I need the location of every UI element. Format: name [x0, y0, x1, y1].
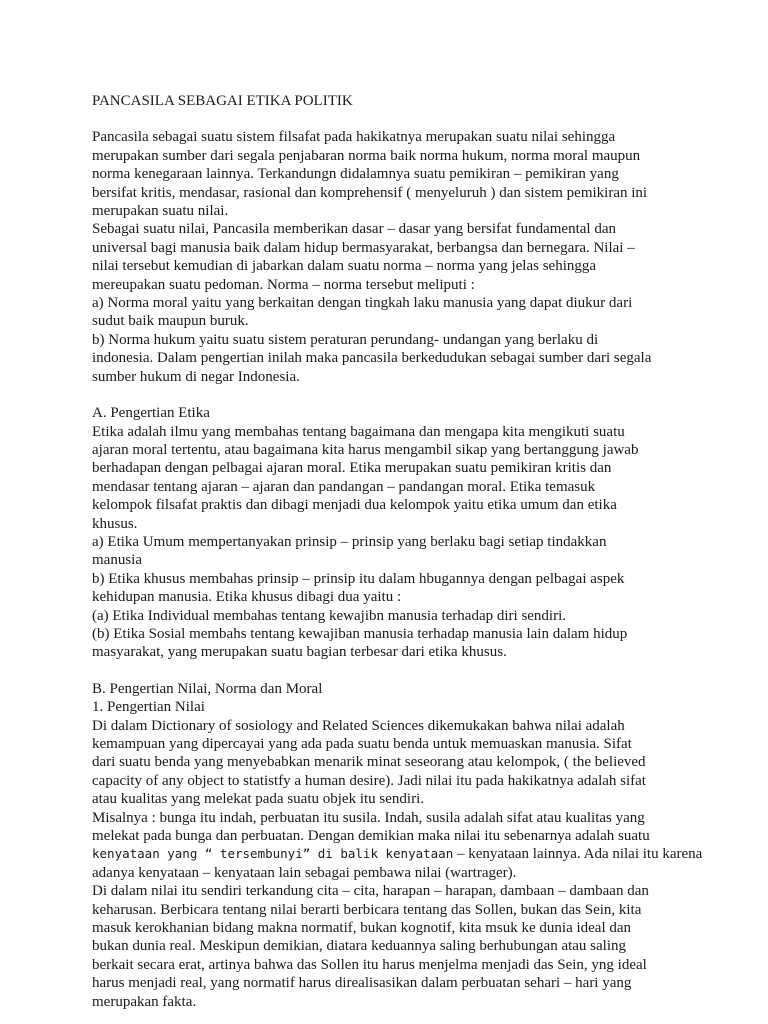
- text-line: bersifat kritis, mendasar, rasional dan komprehensif ( menyeluruh ) dan sistem pemikiran ini: [92, 184, 648, 201]
- document-body: [92, 92, 703, 1011]
- document-title: PANCASILA SEBAGAI ETIKA POLITIK: [92, 93, 353, 109]
- text-line: Misalnya : bunga itu indah, perbuatan itu susila. Indah, susila adalah sifat atau kualitas yang: [92, 809, 645, 826]
- section-b-part-2: [92, 864, 692, 1011]
- text-line: a) Norma moral yaitu yang berkaitan dengan tingkah laku manusia yang dapat diukur dari: [92, 295, 633, 312]
- text-line: b) Norma hukum yaitu suatu sistem peraturan perundang- undangan yang berlaku di: [92, 331, 599, 348]
- text-line: b) Etika khusus membahas prinsip – prinsip itu dalam hbugannya dengan pelbagai aspek: [92, 570, 625, 587]
- text-line: 1. Pengertian Nilai: [92, 699, 205, 716]
- text-line: masuk kerokhanian bidang makna normatif, bukan kognotif, kita msuk ke dunia ideal dan: [92, 920, 632, 937]
- text-line: Di dalam nilai itu sendiri terkandung cita – cita, harapan – harapan, dambaan – dambaan dan: [92, 883, 649, 900]
- text-line: dari suatu benda yang menyebabkan menarik minat seseorang atau kelompok, ( the believed: [92, 754, 646, 771]
- section-b-part-1: [92, 680, 692, 846]
- text-line: (a) Etika Individual membahas tentang kewajibn manusia terhadap diri sendiri.: [92, 607, 567, 624]
- text-line: Di dalam Dictionary of sosiology and Related Sciences dikemukakan bahwa nilai adalah: [92, 717, 625, 734]
- text-line: merupakan sumber dari segala penjabaran norma baik norma hukum, norma moral maupun: [92, 147, 641, 164]
- text-line: universal bagi manusia baik dalam hidup bermasyarakat, berbangsa dan bernegara. Nilai –: [92, 239, 635, 256]
- text-line: merupakan suatu nilai.: [92, 203, 229, 220]
- handwritten-style-text: kenyataan yang “ tersembunyi” di balik kenyataan: [92, 846, 454, 862]
- text-line: norma kenegaraan lainnya. Terkandungn didalamnya suatu pemikiran – pemikiran yang: [92, 166, 619, 183]
- normal-text: – kenyataan lainnya. Ada nilai itu karena: [453, 846, 703, 863]
- text-line: masyarakat, yang merupakan suatu bagian terbesar dari etika khusus.: [92, 644, 507, 661]
- text-line: adanya kenyataan – kenyataan lain sebagai pembawa nilai (wartrager).: [92, 864, 517, 881]
- text-line: mendasar tentang ajaran – ajaran dan pandangan – pandangan moral. Etika temasuk: [92, 478, 596, 495]
- text-line: sumber hukum di negar Indonesia.: [92, 368, 300, 385]
- text-line: a) Etika Umum mempertanyakan prinsip – prinsip yang berlaku bagi setiap tindakkan: [92, 533, 607, 550]
- text-line: mereupakan suatu pedoman. Norma – norma tersebut meliputi :: [92, 276, 475, 293]
- text-line: B. Pengertian Nilai, Norma dan Moral: [92, 680, 323, 697]
- text-line: bukan dunia real. Meskipun demikian, diatara keduannya saling berhubungan atau saling: [92, 938, 627, 955]
- text-line: (b) Etika Sosial membahs tentang kewajiban manusia terhadap manusia lain dalam hidup: [92, 625, 628, 642]
- text-line: ajaran moral tertentu, atau bagaimana kita harus mengambil sikap yang bertanggung jawab: [92, 441, 639, 458]
- text-line: manusia: [92, 552, 142, 569]
- mixed-font-line: [92, 845, 703, 863]
- paragraph-gap: [92, 662, 692, 680]
- intro-paragraph: [92, 128, 692, 386]
- section-a: [92, 404, 692, 662]
- text-line: nilai tersebut kemudian di jabarkan dalam suatu norma – norma yang jelas sehingga: [92, 258, 597, 275]
- text-line: berhadapan dengan pelbagai ajaran moral. Etika merupakan suatu pemikiran kritis dan: [92, 460, 612, 477]
- text-line: capacity of any object to statistfy a human desire). Jadi nilai itu pada hakikatnya adalah sifat: [92, 772, 646, 789]
- text-line: A. Pengertian Etika: [92, 405, 210, 422]
- text-line: kemampuan yang dipercayai yang ada pada suatu benda untuk memuaskan manusia. Sifat: [92, 736, 632, 752]
- paragraph-gap: [92, 110, 692, 128]
- text-line: berkait secara erat, artinya bahwa das Sollen itu harus menjelma menjadi das Sein, yng ideal: [92, 956, 647, 973]
- paragraph-gap: [92, 386, 692, 404]
- text-line: Sebagai suatu nilai, Pancasila memberikan dasar – dasar yang bersifat fundamental dan: [92, 221, 616, 238]
- text-line: melekat pada bunga dan perbuatan. Dengan demikian maka nilai itu sebenarnya adalah suatu: [92, 828, 650, 845]
- text-line: merupakan fakta.: [92, 993, 197, 1010]
- text-line: kelompok filsafat praktis dan dibagi menjadi dua kelompok yaitu etika umum dan etika: [92, 497, 617, 514]
- text-line: keharusan. Berbicara tentang nilai berarti berbicara tentang das Sollen, bukan das Sein, kita: [92, 901, 642, 918]
- text-line: sudut baik maupun buruk.: [92, 313, 249, 330]
- text-line: Pancasila sebagai suatu sistem filsafat pada hakikatnya merupakan suatu nilai sehingga: [92, 129, 616, 146]
- text-line: kehidupan manusia. Etika khusus dibagi dua yaitu :: [92, 589, 402, 606]
- text-line: harus menjadi real, yang normatif harus direalisasikan dalam perbuatan sehari – hari yang: [92, 975, 632, 992]
- text-line: Etika adalah ilmu yang membahas tentang bagaimana dan mengapa kita mengikuti suatu: [92, 423, 625, 440]
- text-line: khusus.: [92, 515, 138, 532]
- text-line: indonesia. Dalam pengertian inilah maka pancasila berkedudukan sebagai sumber dari segala: [92, 350, 652, 367]
- text-line: atau kualitas yang melekat pada suatu objek itu sendiri.: [92, 791, 424, 808]
